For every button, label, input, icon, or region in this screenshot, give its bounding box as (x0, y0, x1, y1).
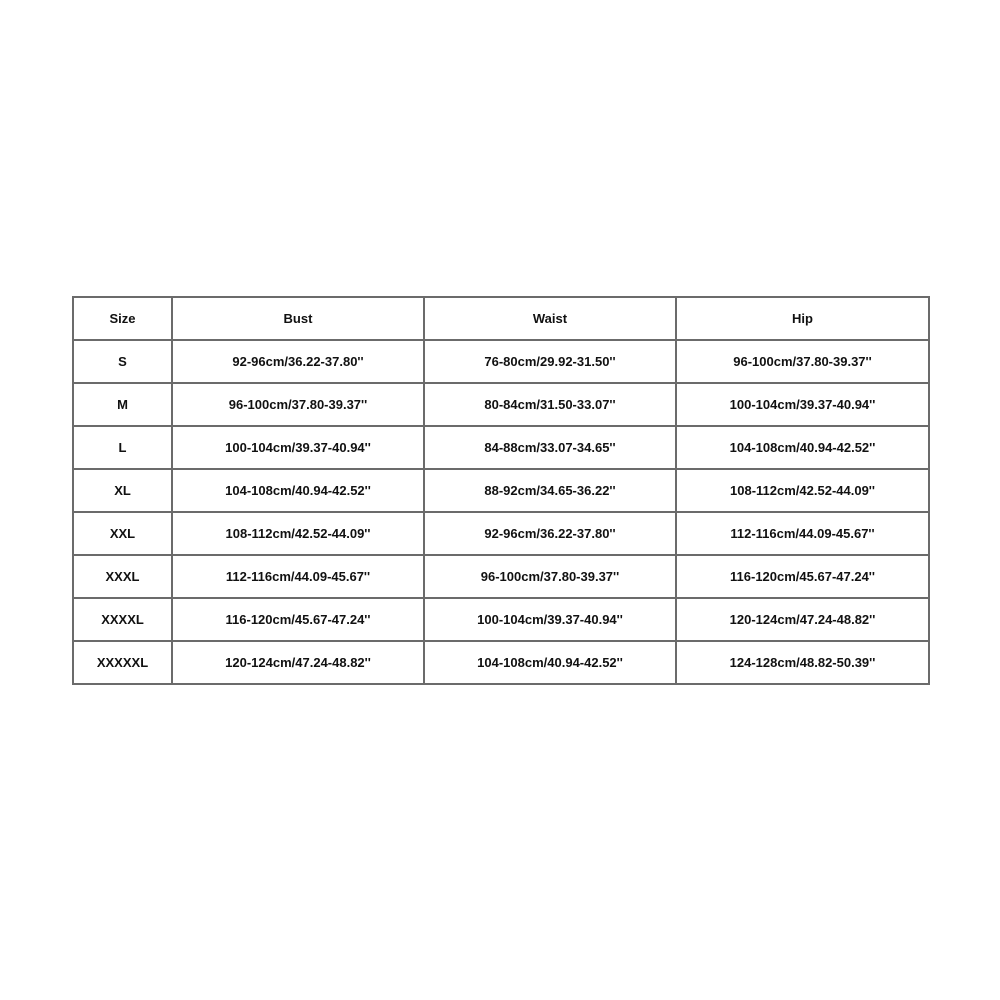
table-row (73, 512, 929, 555)
header-size: Size (73, 297, 172, 340)
hip-cell: 104-108cm/40.94-42.52'' (676, 426, 929, 469)
table-row (73, 598, 929, 641)
waist-cell: 92-96cm/36.22-37.80'' (424, 512, 676, 555)
table-row (73, 555, 929, 598)
bust-cell: 100-104cm/39.37-40.94'' (172, 426, 424, 469)
hip-cell: 112-116cm/44.09-45.67'' (676, 512, 929, 555)
hip-cell: 100-104cm/39.37-40.94'' (676, 383, 929, 426)
waist-cell: 104-108cm/40.94-42.52'' (424, 641, 676, 684)
bust-cell: 116-120cm/45.67-47.24'' (172, 598, 424, 641)
waist-cell: 84-88cm/33.07-34.65'' (424, 426, 676, 469)
waist-cell: 100-104cm/39.37-40.94'' (424, 598, 676, 641)
bust-cell: 104-108cm/40.94-42.52'' (172, 469, 424, 512)
hip-cell: 108-112cm/42.52-44.09'' (676, 469, 929, 512)
header-row (73, 297, 929, 340)
bust-cell: 112-116cm/44.09-45.67'' (172, 555, 424, 598)
table-row (73, 383, 929, 426)
waist-cell: 80-84cm/31.50-33.07'' (424, 383, 676, 426)
size-chart-table (72, 296, 930, 685)
waist-cell: 76-80cm/29.92-31.50'' (424, 340, 676, 383)
header-hip: Hip (676, 297, 929, 340)
size-cell: XXXXL (73, 598, 172, 641)
waist-cell: 96-100cm/37.80-39.37'' (424, 555, 676, 598)
header-waist: Waist (424, 297, 676, 340)
table-row (73, 426, 929, 469)
bust-cell: 108-112cm/42.52-44.09'' (172, 512, 424, 555)
hip-cell: 120-124cm/47.24-48.82'' (676, 598, 929, 641)
size-cell: L (73, 426, 172, 469)
size-cell: S (73, 340, 172, 383)
size-cell: XXXXXL (73, 641, 172, 684)
size-cell: M (73, 383, 172, 426)
size-cell: XL (73, 469, 172, 512)
header-bust: Bust (172, 297, 424, 340)
table-row (73, 469, 929, 512)
bust-cell: 92-96cm/36.22-37.80'' (172, 340, 424, 383)
size-cell: XXXL (73, 555, 172, 598)
waist-cell: 88-92cm/34.65-36.22'' (424, 469, 676, 512)
table-row (73, 340, 929, 383)
table-row (73, 641, 929, 684)
size-cell: XXL (73, 512, 172, 555)
hip-cell: 124-128cm/48.82-50.39'' (676, 641, 929, 684)
bust-cell: 96-100cm/37.80-39.37'' (172, 383, 424, 426)
hip-cell: 96-100cm/37.80-39.37'' (676, 340, 929, 383)
hip-cell: 116-120cm/45.67-47.24'' (676, 555, 929, 598)
bust-cell: 120-124cm/47.24-48.82'' (172, 641, 424, 684)
